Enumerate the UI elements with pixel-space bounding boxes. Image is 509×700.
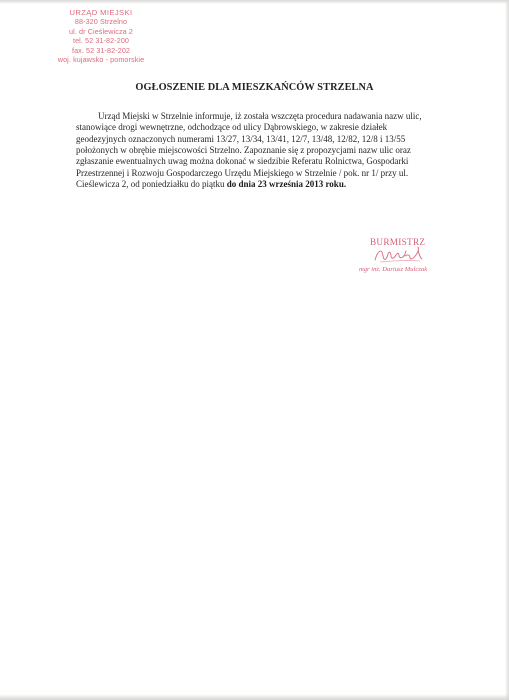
scan-edge-right bbox=[505, 0, 509, 700]
stamp-street: ul. dr Cieślewicza 2 bbox=[69, 26, 133, 36]
stamp-fax: fax. 52 31-82-202 bbox=[71, 45, 131, 55]
stamp-postal-code: 88-320 Strzelno bbox=[74, 17, 128, 27]
signature-title: BURMISTRZ bbox=[370, 237, 426, 247]
body-line-text: Cieślewicza 2, od poniedziałku do piątku bbox=[76, 179, 227, 190]
body-line: geodezyjnych oznaczonych numerami 13/27, 13/34, 13/41, 12/7, 13/48, 12/82, 12/8 i 13/55 bbox=[76, 133, 406, 144]
scan-edge-bottom bbox=[0, 694, 509, 700]
signatory-name: mgr inż. Dariusz Mulczak bbox=[359, 266, 428, 273]
body-line: położonych w obrębie miejscowości Strzelno. Zapoznanie się z propozycjami nazw ulic oraz bbox=[76, 145, 411, 156]
handwritten-signature bbox=[372, 244, 432, 266]
stamp-region: woj. kujawsko - pomorskie bbox=[57, 55, 145, 65]
announcement-body bbox=[76, 111, 436, 190]
body-line-last bbox=[76, 179, 436, 190]
deadline-text: do dnia 23 września 2013 roku. bbox=[226, 179, 347, 190]
announcement-heading: OGŁOSZENIE DLA MIESZKAŃCÓW STRZELNA bbox=[135, 82, 374, 93]
stamp-phone: tel. 52 31-82-200 bbox=[72, 36, 130, 46]
body-line: stanowiące drogi wewnętrzne, odchodzące od ulicy Dąbrowskiego, w zakresie działek bbox=[76, 122, 388, 133]
body-line: Urząd Miejski w Strzelnie informuje, iż została wszczęta procedura nadawania nazw ulic, bbox=[98, 111, 422, 121]
office-stamp bbox=[46, 8, 156, 64]
body-line: Przestrzennej i Rozwoju Gospodarczego Urzędu Miejskiego w Strzelnie / pok. nr 1/ przy ul. bbox=[76, 167, 409, 178]
body-line: zgłaszanie ewentualnych uwag można dokonać w siedzibie Referatu Rolnictwa, Gospodarki bbox=[76, 156, 409, 167]
stamp-office-name: URZĄD MIEJSKI bbox=[69, 8, 133, 17]
scan-edge-top bbox=[0, 0, 509, 4]
